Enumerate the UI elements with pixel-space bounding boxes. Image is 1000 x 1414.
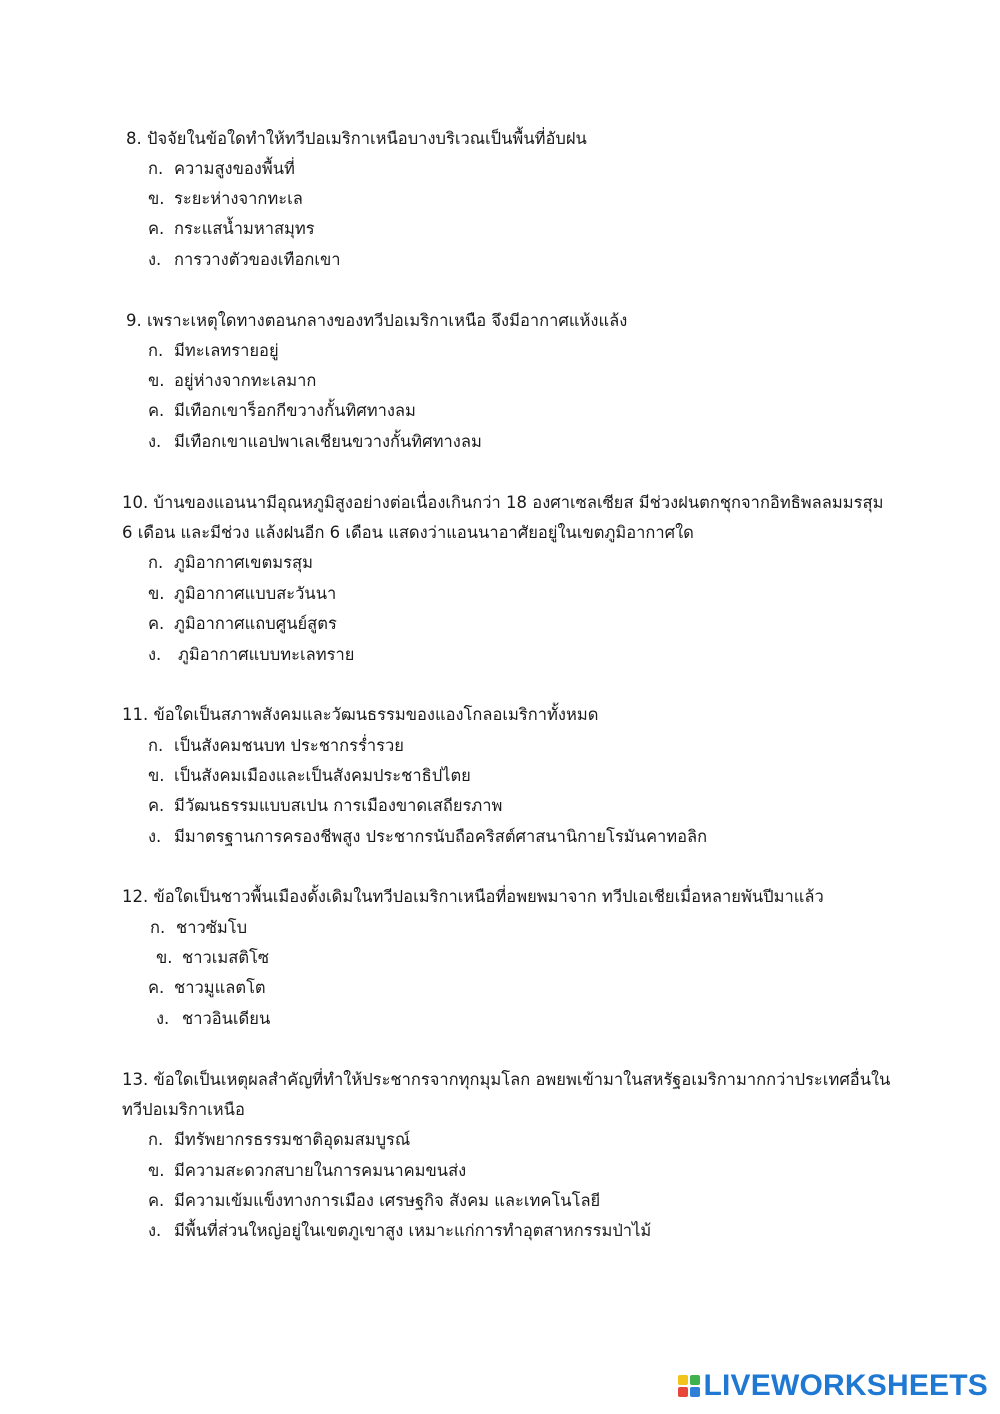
option-letter: ค. [148, 1191, 165, 1210]
liveworksheets-logo[interactable] [678, 1368, 989, 1404]
option-letter: ก. [148, 736, 164, 755]
question-9-option-a[interactable] [148, 336, 279, 366]
question-10-option-b[interactable] [148, 579, 336, 609]
option-letter: ก. [150, 918, 166, 937]
question-12-option-a[interactable] [150, 913, 247, 943]
option-text: ภูมิอากาศแถบศูนย์สูตร [174, 614, 337, 633]
question-13-stem-line-2: ทวีปอเมริกาเหนือ [122, 1100, 245, 1119]
question-10-option-c[interactable] [148, 609, 337, 639]
option-text: มีความเข้มแข็งทางการเมือง เศรษฐกิจ สังคม และเทคโนโลยี [174, 1191, 601, 1210]
option-text: ชาวซัมโบ [176, 918, 248, 937]
option-letter: ก. [148, 553, 164, 572]
option-text: มีพื้นที่ส่วนใหญ่อยู่ในเขตภูเขาสูง เหมาะแก่การทำอุตสาหกรรมป่าไม้ [174, 1221, 652, 1240]
option-letter: ง. [148, 250, 162, 269]
question-12-option-b[interactable] [156, 943, 269, 973]
question-11-option-a[interactable] [148, 731, 404, 761]
option-letter: ค. [148, 614, 165, 633]
option-text: ภูมิอากาศเขตมรสุม [174, 553, 313, 572]
option-letter: ข. [148, 371, 165, 390]
option-letter: ค. [148, 401, 165, 420]
question-10-stem-line-2: 6 เดือน และมีช่วง แล้งฝนอีก 6 เดือน แสดงว่าแอนนาอาศัยอยู่ในเขตภูมิอากาศใด [122, 523, 694, 542]
option-text: ชาวเมสติโซ [182, 948, 270, 967]
option-letter: ข. [148, 1161, 165, 1180]
option-letter: ข. [148, 189, 165, 208]
logo-square-blue [690, 1387, 700, 1397]
question-13-option-c[interactable] [148, 1186, 600, 1216]
option-text: มีวัฒนธรรมแบบสเปน การเมืองขาดเสถียรภาพ [174, 796, 503, 815]
option-text: กระแสน้ำมหาสมุทร [174, 219, 315, 238]
question-12-option-c[interactable] [148, 973, 266, 1003]
option-letter: ก. [148, 159, 164, 178]
option-text: มีมาตรฐานการครองชีพสูง ประชากรนับถือคริสต์ศาสนานิกายโรมันคาทอลิก [174, 827, 708, 846]
question-8-option-d[interactable] [148, 245, 341, 275]
option-letter: ง. [148, 432, 162, 451]
logo-square-red [678, 1387, 688, 1397]
question-9-option-b[interactable] [148, 366, 316, 396]
question-10-stem-line-1: 10. บ้านของแอนนามีอุณหภูมิสูงอย่างต่อเนื่องเกินกว่า 18 องศาเซลเซียส มีช่วงฝนตกชุกจากอิทธิพลลมมรสุม [122, 493, 884, 512]
option-letter: ค. [148, 978, 165, 997]
option-text: เป็นสังคมเมืองและเป็นสังคมประชาธิปไตย [174, 766, 471, 785]
option-text: ภูมิอากาศแบบสะวันนา [174, 584, 337, 603]
option-text: เป็นสังคมชนบท ประชากรร่ำรวย [174, 736, 404, 755]
question-11-option-d[interactable] [148, 822, 707, 852]
question-13-option-a[interactable] [148, 1125, 410, 1155]
option-letter: ก. [148, 1130, 164, 1149]
question-12-option-d[interactable] [156, 1004, 270, 1034]
option-text: ภูมิอากาศแบบทะเลทราย [178, 645, 355, 664]
question-11-stem: 11. ข้อใดเป็นสภาพสังคมและวัฒนธรรมของแองโกลอเมริกาทั้งหมด [122, 705, 599, 724]
question-9-option-d[interactable] [148, 427, 482, 457]
option-letter: ข. [148, 766, 165, 785]
option-letter: ง. [156, 1009, 170, 1028]
liveworksheets-logo-icon [678, 1375, 700, 1397]
option-text: ชาวมูแลตโต [174, 978, 266, 997]
question-10-option-d[interactable] [148, 640, 354, 670]
option-letter: ค. [148, 796, 165, 815]
question-10-option-a[interactable] [148, 548, 313, 578]
option-letter: ง. [148, 827, 162, 846]
option-letter: ข. [156, 948, 173, 967]
option-letter: ง. [148, 645, 162, 664]
question-13-option-b[interactable] [148, 1156, 466, 1186]
option-text: ระยะห่างจากทะเล [174, 189, 303, 208]
question-13-stem-line-1: 13. ข้อใดเป็นเหตุผลสำคัญที่ทำให้ประชากรจากทุกมุมโลก อพยพเข้ามาในสหรัฐอเมริกามากกว่าประเทศอื่นใน [122, 1070, 891, 1089]
question-8-option-a[interactable] [148, 154, 295, 184]
question-9-option-c[interactable] [148, 396, 416, 426]
question-11-option-c[interactable] [148, 791, 502, 821]
option-letter: ข. [148, 584, 165, 603]
option-text: มีทรัพยากรธรรมชาติอุดมสมบูรณ์ [174, 1130, 411, 1149]
option-text: มีทะเลทรายอยู่ [174, 341, 279, 360]
option-text: มีเทือกเขาแอปพาเลเชียนขวางกั้นทิศทางลม [174, 432, 482, 451]
option-text: มีความสะดวกสบายในการคมนาคมขนส่ง [174, 1161, 467, 1180]
question-9-stem: 9. เพราะเหตุใดทางตอนกลางของทวีปอเมริกาเหนือ จึงมีอากาศแห้งแล้ง [126, 311, 628, 330]
question-8-option-b[interactable] [148, 184, 303, 214]
option-letter: ก. [148, 341, 164, 360]
liveworksheets-logo-text: LIVEWORKSHEETS [703, 1369, 988, 1402]
logo-square-yellow [678, 1375, 688, 1385]
question-8-option-c[interactable] [148, 214, 315, 244]
option-text: ความสูงของพื้นที่ [174, 159, 295, 178]
option-text: อยู่ห่างจากทะเลมาก [174, 371, 317, 390]
question-11-option-b[interactable] [148, 761, 471, 791]
question-12-stem: 12. ข้อใดเป็นชาวพื้นเมืองดั้งเดิมในทวีปอเมริกาเหนือที่อพยพมาจาก ทวีปเอเชียเมื่อหลายพันปีมาแล้ว [122, 887, 824, 906]
question-13-option-d[interactable] [148, 1216, 651, 1246]
option-text: มีเทือกเขาร็อกกีขวางกั้นทิศทางลม [174, 401, 416, 420]
option-letter: ค. [148, 219, 165, 238]
question-8-stem: 8. ปัจจัยในข้อใดทำให้ทวีปอเมริกาเหนือบางบริเวณเป็นพื้นที่อับฝน [126, 129, 587, 148]
option-text: ชาวอินเดียน [182, 1009, 271, 1028]
option-text: การวางตัวของเทือกเขา [174, 250, 341, 269]
option-letter: ง. [148, 1221, 162, 1240]
logo-square-green [690, 1375, 700, 1385]
